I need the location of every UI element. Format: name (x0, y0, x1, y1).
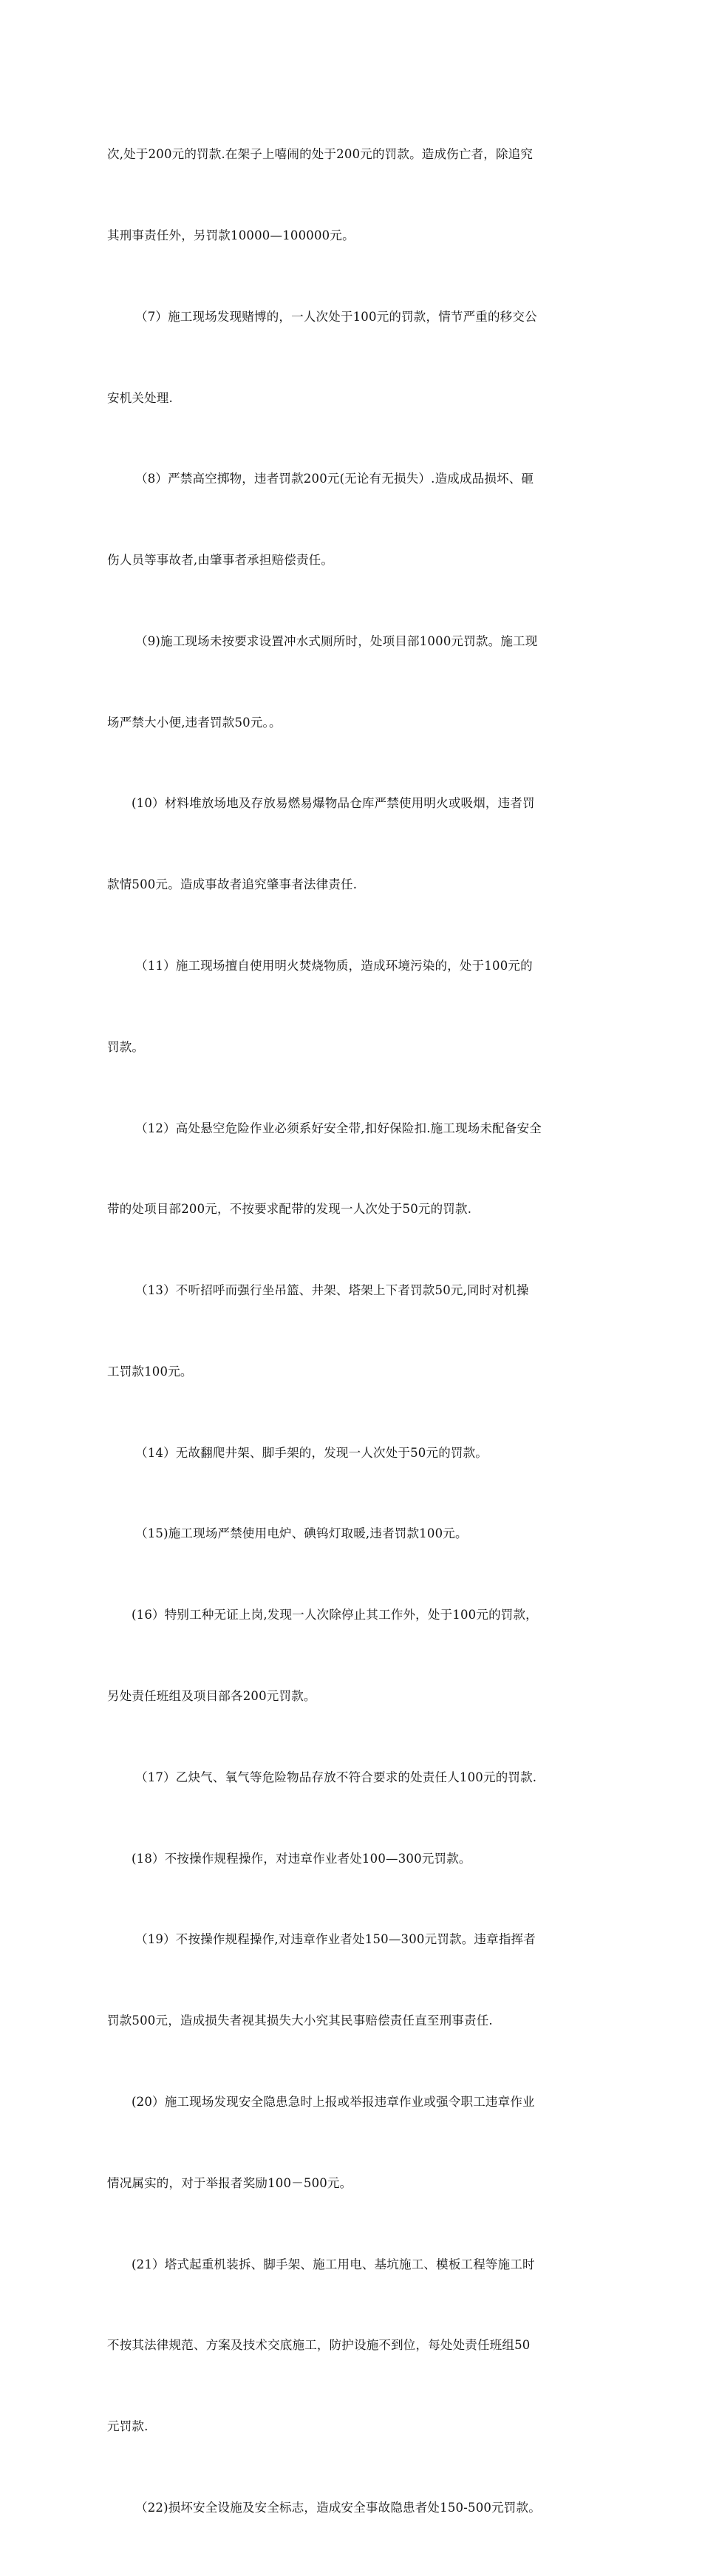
text-line: 伤人员等事故者,由肇事者承担赔偿责任。 (107, 553, 334, 568)
text-line: （15)施工现场严禁使用电炉、碘钨灯取暖,违者罚款100元。 (135, 1526, 468, 1541)
body-text (107, 87, 595, 2576)
text-line: 不按其法律规范、方案及技术交底施工，防护设施不到位，每处处责任班组50 (107, 2338, 531, 2353)
text-line: (21）塔式起重机装拆、脚手架、施工用电、基坑施工、模板工程等施工时 (132, 2257, 535, 2271)
text-line: (20）施工现场发现安全隐患急时上报或举报违章作业或强令职工违章作业 (132, 2094, 535, 2109)
text-line: 其刑事责任外，另罚款10000—100000元。 (107, 228, 355, 242)
text-line: （7）施工现场发现赌博的，一人次处于100元的罚款，情节严重的移交公 (135, 309, 537, 324)
text-line: (10）材料堆放场地及存放易燃易爆物品仓库严禁使用明火或吸烟，违者罚 (132, 796, 535, 811)
text-line: 元罚款. (107, 2419, 149, 2434)
text-line: 罚款500元，造成损失者视其损失大小究其民事赔偿责任直至刑事责任. (107, 2013, 493, 2028)
text-line: 次,处于200元的罚款.在架子上嘻闹的处于200元的罚款。造成伤亡者，除追究 (107, 147, 534, 162)
text-line: 罚款。 (107, 1039, 145, 1054)
text-line: （9)施工现场未按要求设置冲水式厕所时，处项目部1000元罚款。施工现 (135, 633, 538, 648)
text-line: 情况属实的，对于举报者奖励100－500元。 (107, 2175, 352, 2190)
text-line: 安机关处理. (107, 390, 173, 405)
text-line: （14）无故翻爬井架、脚手架的，发现一人次处于50元的罚款。 (135, 1445, 488, 1460)
text-line: （22)损坏安全设施及安全标志，造成安全事故隐患者处150-500元罚款。 (135, 2500, 541, 2515)
text-line: (18）不按操作规程操作，对违章作业者处100—300元罚款。 (132, 1851, 471, 1866)
text-line: （11）施工现场擅自使用明火焚烧物质，造成环境污染的，处于100元的 (135, 959, 533, 973)
document-body (107, 87, 595, 2576)
text-line: 场严禁大小便,违者罚款50元。。 (107, 715, 282, 730)
text-line: （8）严禁高空掷物，违者罚款200元(无论有无损失）.造成成品损坏、砸 (135, 472, 534, 486)
text-line: 带的处项目部200元，不按要求配带的发现一人次处于50元的罚款. (107, 1202, 472, 1217)
text-line: （17）乙炔气、氧气等危险物品存放不符合要求的处责任人100元的罚款. (135, 1770, 537, 1784)
text-line: 工罚款100元。 (107, 1364, 193, 1379)
text-line: 另处责任班组及项目部各200元罚款。 (107, 1689, 316, 1704)
text-line: （13）不听招呼而强行坐吊篮、井架、塔架上下者罚款50元,同时对机操 (135, 1283, 529, 1298)
text-line: （12）高处悬空危险作业必须系好安全带,扣好保险扣.施工现场未配备安全 (135, 1121, 542, 1135)
text-line: (16）特别工种无证上岗,发现一人次除停止其工作外，处于100元的罚款， (132, 1608, 538, 1622)
text-line: 款情500元。造成事故者追究肇事者法律责任. (107, 877, 358, 892)
text-line: （19）不按操作规程操作,对违章作业者处150—300元罚款。违章指挥者 (135, 1932, 536, 1947)
